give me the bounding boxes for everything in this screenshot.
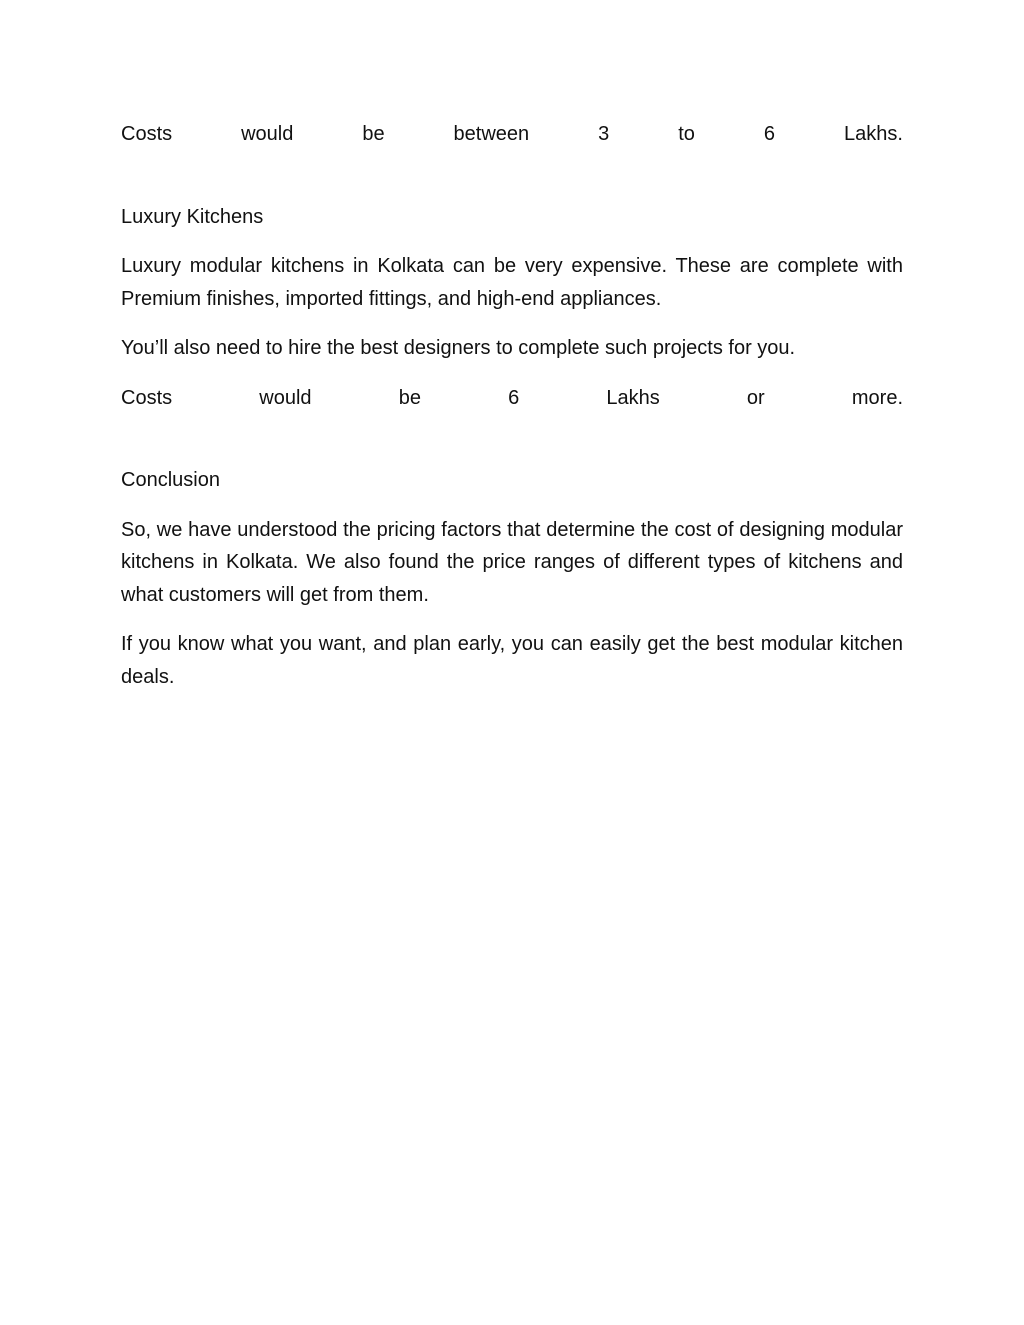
word: be [362, 123, 385, 145]
word: to [678, 123, 695, 145]
word: or [746, 386, 765, 409]
word: be [398, 386, 421, 409]
document-body [121, 118, 903, 693]
cost-line-luxury [121, 382, 903, 415]
conclusion-paragraph-1: So, we have understood the pricing factors that determine the cost of designing modular kitchens in Kolkata. We also found the price ranges of different types of kitchens and what customers will get from them. [121, 518, 903, 606]
luxury-kitchens-heading: Luxury Kitchens [121, 205, 264, 228]
word: 3 [598, 123, 610, 145]
word: Costs [121, 386, 173, 409]
word: 6 [763, 123, 776, 145]
word: more. [851, 386, 903, 409]
word: would [259, 386, 312, 409]
word: between [453, 123, 530, 145]
word: 6 [508, 386, 520, 409]
cost-line-mid-range [121, 118, 903, 151]
word: would [241, 123, 294, 145]
luxury-paragraph-1: Luxury modular kitchens in Kolkata can be very expensive. These are complete with Premium finishes, imported fittings, and high-end appliances. [121, 255, 903, 310]
conclusion-heading: Conclusion [121, 469, 220, 491]
luxury-paragraph-2: You’ll also need to hire the best designers to complete such projects for you. [121, 337, 796, 359]
word: Lakhs [606, 386, 660, 409]
word: Lakhs. [843, 123, 903, 145]
word: Costs [121, 123, 173, 145]
conclusion-paragraph-2: If you know what you want, and plan early, you can easily get the best modular kitchen deals. [121, 633, 903, 688]
